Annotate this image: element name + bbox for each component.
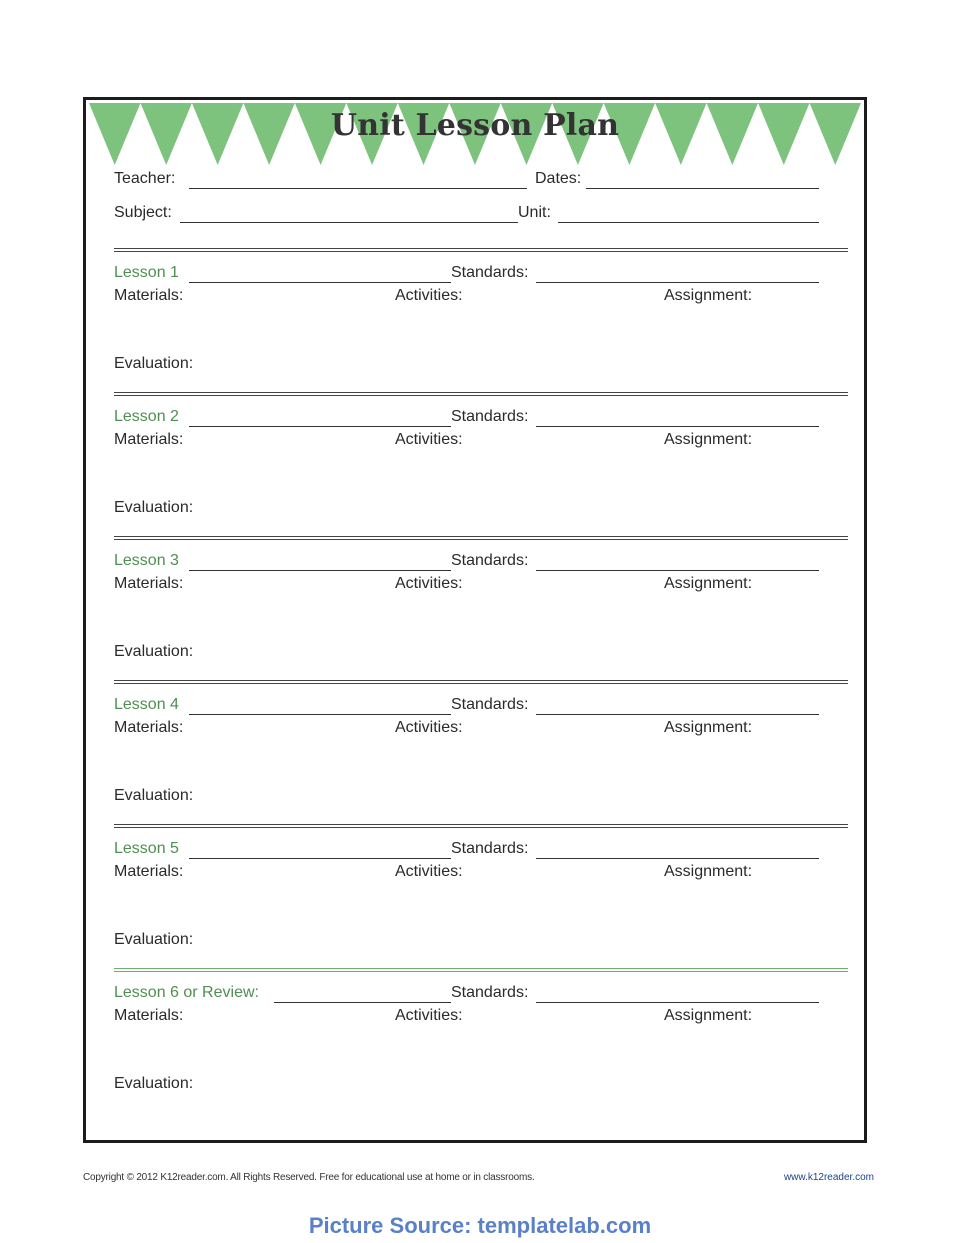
activities-label: Activities: [395, 1007, 463, 1024]
lesson-section-3 [86, 536, 864, 680]
lesson-name-field[interactable] [189, 714, 451, 715]
lesson-title: Lesson 2 [114, 408, 179, 425]
section-divider [114, 968, 848, 972]
standards-label: Standards: [451, 984, 529, 1001]
standards-field[interactable] [536, 858, 819, 859]
activities-label: Activities: [395, 863, 463, 880]
evaluation-label: Evaluation: [114, 499, 194, 516]
standards-label: Standards: [451, 408, 529, 425]
lesson-title: Lesson 3 [114, 552, 179, 569]
evaluation-label: Evaluation: [114, 787, 194, 804]
evaluation-label: Evaluation: [114, 355, 194, 372]
lesson-section-5 [86, 824, 864, 968]
evaluation-label: Evaluation: [114, 931, 194, 948]
lesson-plan-sheet [83, 97, 867, 1143]
standards-field[interactable] [536, 714, 819, 715]
activities-label: Activities: [395, 575, 463, 592]
materials-label: Materials: [114, 1007, 184, 1024]
subject-field[interactable] [180, 222, 518, 223]
assignment-label: Assignment: [664, 719, 753, 736]
page-title: Unit Lesson Plan [330, 108, 620, 143]
standards-field[interactable] [536, 570, 819, 571]
picture-source: Picture Source: templatelab.com [308, 1213, 652, 1238]
evaluation-label: Evaluation: [114, 643, 194, 660]
unit-field[interactable] [558, 222, 819, 223]
lesson-section-6 [86, 968, 864, 1112]
lesson-title: Lesson 4 [114, 696, 179, 713]
standards-label: Standards: [451, 696, 529, 713]
standards-label: Standards: [451, 840, 529, 857]
activities-label: Activities: [395, 431, 463, 448]
dates-label: Dates: [535, 170, 582, 187]
standards-label: Standards: [451, 552, 529, 569]
assignment-label: Assignment: [664, 575, 753, 592]
assignment-label: Assignment: [664, 431, 753, 448]
materials-label: Materials: [114, 287, 184, 304]
materials-label: Materials: [114, 575, 184, 592]
evaluation-label: Evaluation: [114, 1075, 194, 1092]
activities-label: Activities: [395, 287, 463, 304]
lesson-title: Lesson 6 or Review: [114, 984, 259, 1001]
standards-field[interactable] [536, 426, 819, 427]
assignment-label: Assignment: [664, 287, 753, 304]
section-divider [114, 824, 848, 828]
assignment-label: Assignment: [664, 863, 753, 880]
teacher-label: Teacher: [114, 170, 176, 187]
lesson-section-4 [86, 680, 864, 824]
standards-field[interactable] [536, 1002, 819, 1003]
lesson-section-2 [86, 392, 864, 536]
activities-label: Activities: [395, 719, 463, 736]
assignment-label: Assignment: [664, 1007, 753, 1024]
materials-label: Materials: [114, 431, 184, 448]
subject-label: Subject: [114, 204, 172, 221]
materials-label: Materials: [114, 863, 184, 880]
section-divider [114, 248, 848, 252]
dates-field[interactable] [586, 188, 819, 189]
lesson-name-field[interactable] [189, 858, 451, 859]
materials-label: Materials: [114, 719, 184, 736]
lesson-name-field[interactable] [274, 1002, 451, 1003]
teacher-field[interactable] [189, 188, 527, 189]
lesson-name-field[interactable] [189, 570, 451, 571]
lesson-name-field[interactable] [189, 282, 451, 283]
lesson-section-1 [86, 248, 864, 392]
lesson-title: Lesson 1 [114, 264, 179, 281]
standards-label: Standards: [451, 264, 529, 281]
copyright-text: Copyright © 2012 K12reader.com. All Rights Reserved. Free for educational use at home or in classrooms. [83, 1172, 535, 1183]
unit-label: Unit: [518, 204, 551, 221]
section-divider [114, 392, 848, 396]
section-divider [114, 680, 848, 684]
section-divider [114, 536, 848, 540]
website-link[interactable]: www.k12reader.com [783, 1172, 874, 1183]
standards-field[interactable] [536, 282, 819, 283]
lesson-name-field[interactable] [189, 426, 451, 427]
lesson-title: Lesson 5 [114, 840, 179, 857]
